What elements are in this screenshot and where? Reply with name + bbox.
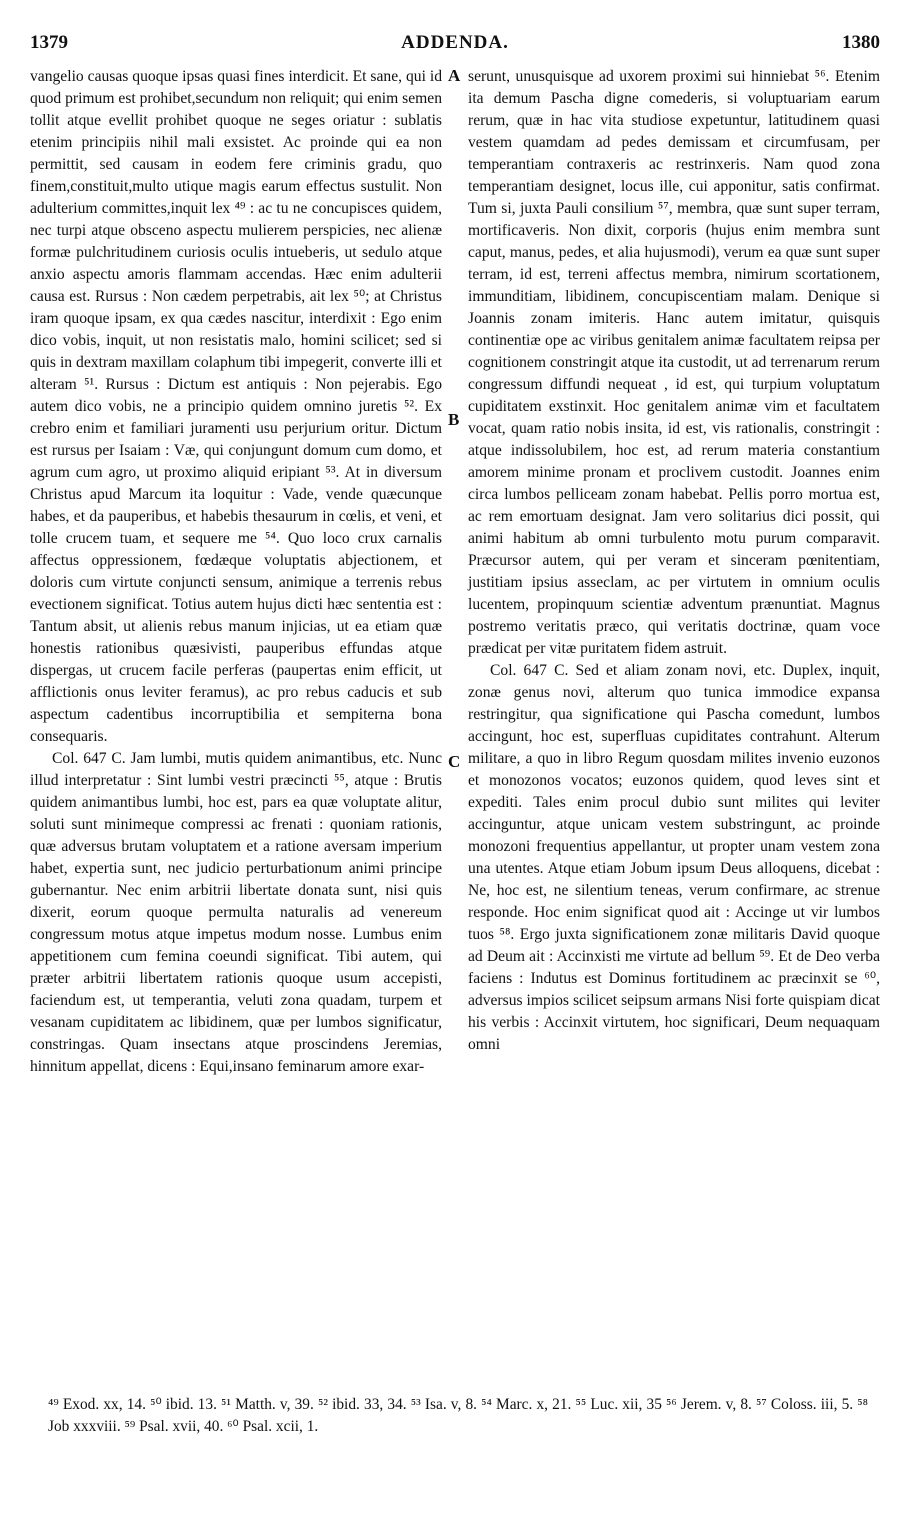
left-paragraph-2: Col. 647 C. Jam lumbi, mutis quidem animantibus, etc. Nunc illud interpretatur : Sint lumbi vestri præcincti ⁵⁵, atque : Brutis quidem animantibus lumbi, hoc est, pars ea quæ voluptate alitur, soluti sunt minimeque compressi ac frenati : quoniam rationis, quæ adversus brutam voluptatem et a ratione aversam imperium habet, expertia sunt, nec judicio perturbationum animi principe gubernantur. Nec enim arbitrii libertate donata sunt, nisi quis dixerit, eorum quoque permulta naturalis ad venereum congressum motus atque impetus modum nosse. Lumbus enim appetitionem cum femina coeundi significat. Tibi autem, qui præter arbitrii libertatem rationis quoque usum accepisti, faciendum est, ut temperantia, veluti zona quadam, turpem et vesanam cupiditatem ac libidinem, quæ per lumbos significatur, constringas. Quam insectans atque proscindens Jeremias, hinnitum appellat, dicens : Equi,insano feminarum amore exar- xyxy=(30,750,442,1075)
right-column xyxy=(468,66,880,1056)
footnotes xyxy=(48,1394,868,1438)
margin-letter-a: A xyxy=(448,66,461,85)
footnotes-text: ⁴⁹ Exod. xx, 14. ⁵⁰ ibid. 13. ⁵¹ Matth. v, 39. ⁵² ibid. 33, 34. ⁵³ Isa. v, 8. ⁵⁴ Marc. x, 21. ⁵⁵ Luc. xii, 35 ⁵⁶ Jerem. v, 8. ⁵⁷ Coloss. iii, 5. ⁵⁸ Job xxxviii. ⁵⁹ Psal. xvii, 40. ⁶⁰ Psal. xcii, 1. xyxy=(48,1396,868,1435)
running-title: ADDENDA. xyxy=(401,32,509,53)
left-page-number: 1379 xyxy=(30,32,68,53)
left-paragraph-1: vangelio causas quoque ipsas quasi fines interdicit. Et sane, qui id quod primum est prohibet,secundum non reliquit; qui enim semen tollit atque evellit prohibet quoque ne seges oriatur : sublatis etenim principiis nihil mali exsistet. Ac proinde qui ea non permittit, sed causam in eodem fere criminis gradu, quo finem,constituit,multo utique magis earum effectus sustulit. Non adulterium committes,inquit lex ⁴⁹ : ac tu ne concupisces quidem, nec turpi atque obsceno aspectu mulierem perspicies, nec alienæ formæ pulchritudinem curiosis oculis intueberis, ut sedulo atque anxio aspectu amoris flammam accendas. Hæc enim adulterii causa est. Rursus : Non cædem perpetrabis, ait lex ⁵⁰; at Christus iram quoque ipsam, ex qua cædes nascitur, interdixit : Ego enim dico vobis, inquit, ut non resistatis malo, homini scilicet; sed si quis in dextram maxillam colaphum tibi impegerit, converte illi et alteram ⁵¹. Rursus : Dictum est antiquis : Non pejerabis. Ego autem dico vobis, ne a principio quidem omnino juretis ⁵². Ex crebro enim et familiari juramenti usu perjurium oritur. Dictum est rursus per Isaiam : Væ, qui conjungunt domum cum domo, et agrum cum agro, ut proximo aliquid eripiant ⁵³. At in diversum Christus apud Marcum ita loquitur : Vade, vende quæcunque habes, et da pauperibus, et habebis thesaurum in cœlis, et veni, et tolle crucem tuam, et sequere me ⁵⁴. Quo loco crux carnalis affectus oppressionem, fœdæque voluptatis abjectionem, et doloris cum virtute conjuncti sensum, animique a terrenis rebus evectionem significat. Totius autem hujus dicti hæc sententia est : Tantum absit, ut alienis rebus manum injicias, ut ea etiam quæ honestis rationibus quæsivisti, pauperibus effundas atque dispergas, ut crucem facile perferas (paupertas enim efficit, ut afflictionis onus leviter feramus), ac pro rebus caducis et sub aspectum cadentibus incorruptibilia et sempiterna bona consequaris. xyxy=(30,68,442,745)
right-paragraph-2: Col. 647 C. Sed et aliam zonam novi, etc. Duplex, inquit, zonæ genus novi, alterum quo tunica immodice expansa restringitur, qua significatione qui Pascha comedunt, lumbos accingunt, hoc est, superfluas cupiditates contrahunt. Alterum militare, a quo in libro Regum quosdam milites invenio euzonos et monozonos vocatos; euzonos quidem, quod leves sint et expediti. Tales enim procul dubio sunt milites qui leviter accinguntur, atque unicam vestem substringunt, ac proinde monozoni frequentius appellantur, ut propter unam vestem zona una utentes. Atque etiam Jobum ipsum Deus alloquens, dicebat : Ne, hoc est, ne silentium teneas, verum confirmare, ac strenue responde. Hoc enim significat quod ait : Accinge ut vir lumbos tuos ⁵⁸. Ergo juxta significationem zonæ militaris David quoque ad Deum ait : Accinxisti me virtute ad bellum ⁵⁹. Et de Deo verba faciens : Indutus est Dominus fortitudinem ac præcinxit se ⁶⁰, adversus impios scilicet seipsum armans Nisi forte quispiam dicat his verbis : Accinxit virtutem, hoc significari, Deum nequaquam omni xyxy=(468,662,880,1053)
margin-letter-b: B xyxy=(448,410,460,429)
margin-letter-c: C xyxy=(448,752,461,771)
right-page-number: 1380 xyxy=(842,32,880,53)
left-column xyxy=(30,66,442,1078)
right-paragraph-1: serunt, unusquisque ad uxorem proximi sui hinniebat ⁵⁶. Etenim ita demum Pascha digne comederis, si voluptuariam earum rerum, quæ in hac vita studiose expetuntur, latitudinem quasi vestem quamdam ad pedes demissam et circumfusam, per temperantiam contraxeris ac restrinxeris. Nam quod zona temperantiam designet, locus ille, cui apponitur, satis confirmat. Tum si, juxta Pauli consilium ⁵⁷, membra, quæ sunt super terram, mortificaveris. Non dixit, corporis (hujus enim membra sunt caput, manus, pedes, et alia hujusmodi), verum ea quæ sunt super terram, id est, terreni affectus membra, nimirum scortationem, immunditiam, libidinem, concupiscentiam malam. Denique si Joannis zonam imiteris. Hanc autem imitatur, quisquis continentiæ ope ac viribus genitalem animæ facultatem reipsa per cognitionem constringit atque ita custodit, ut ad terrenarum rerum congressum diffundi nequeat , id est, qui turpium voluptatum cupiditatem exstinxit. Hoc genitalem animæ vim et facultatem vocat, quam ratio nobis insita, id est, vis rationalis, constringit : atque indissolubilem, hoc est, ad rerum materia constantium amorem minime pronam et proclivem custodit. Joannes enim circa lumbos pelliceam zonam habebat. Pellis porro mortua est, ac rem emortuam designat. Jam vero solitarius dici possit, qui animi habitum ab omni turbulento motu purum comparavit. Præcursor autem, qui per veram et sinceram pœnitentiam, justitiam ipsius asseclam, ac per virtutem in omnium oculis lucentem, propinquum scientiæ adventum prænuntiat. Magnus postremo veritatis præco, qui veritatis doctrinæ, quam voce prædicat per vitæ puritatem fidem astruit. xyxy=(468,68,880,657)
page-header xyxy=(30,32,880,62)
